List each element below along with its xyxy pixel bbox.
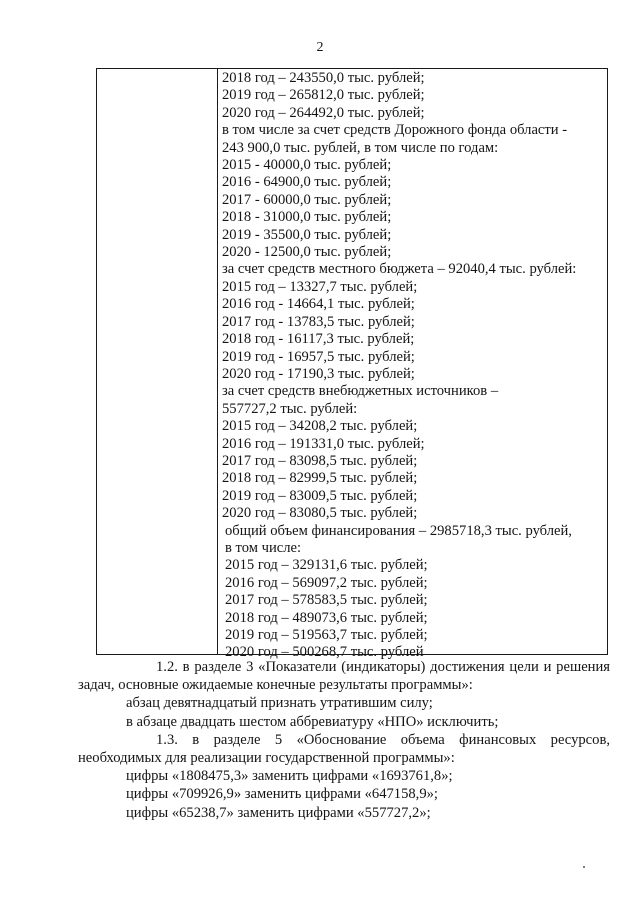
table-row: 2020 - 12500,0 тыс. рублей;: [222, 244, 392, 261]
table-row: 2017 год – 578583,5 тыс. рублей;: [225, 592, 428, 609]
table-row: 2015 - 40000,0 тыс. рублей;: [222, 157, 392, 174]
table-row: в том числе:: [225, 539, 302, 556]
table-row: общий объем финансирования – 2985718,3 тыс. рублей,: [225, 522, 572, 539]
scan-speck: [583, 866, 585, 868]
table-row: 2016 год - 14664,1 тыс. рублей;: [222, 296, 415, 313]
table-row: 2016 год – 569097,2 тыс. рублей;: [225, 574, 428, 591]
funding-cell: [222, 70, 603, 662]
table-row: 2016 - 64900,0 тыс. рублей;: [222, 174, 392, 191]
replacement-line-3: цифры «65238,7» заменить цифрами «557727,2»;: [126, 804, 431, 821]
table-row: 2017 - 60000,0 тыс. рублей;: [222, 191, 392, 208]
table-row: 2020 год – 500268,7 тыс. рублей: [225, 644, 424, 661]
table-row: 243 900,0 тыс. рублей, в том числе по годам:: [222, 139, 499, 156]
table-row: 2018 год – 243550,0 тыс. рублей;: [222, 70, 425, 86]
table-column-divider: [217, 69, 218, 654]
table-row: 2015 год – 34208,2 тыс. рублей;: [222, 418, 418, 435]
table-row: 2018 год – 489073,6 тыс. рублей;: [225, 609, 428, 626]
table-row: 2019 - 35500,0 тыс. рублей;: [222, 226, 392, 243]
funding-table: [96, 68, 608, 661]
replacement-line-1: цифры «1808475,3» заменить цифрами «1693761,8»;: [126, 768, 453, 785]
paragraph-19-repeal: абзац девятнадцатый признать утратившим силу;: [126, 695, 433, 712]
table-row: 2015 год – 329131,6 тыс. рублей;: [225, 557, 428, 574]
table-row: 2019 год – 519563,7 тыс. рублей;: [225, 627, 428, 643]
table-row: за счет средств местного бюджета – 92040,4 тыс. рублей:: [222, 261, 577, 278]
table-row: 2019 год – 265812,0 тыс. рублей;: [222, 87, 425, 104]
table-row: 2018 год - 16117,3 тыс. рублей;: [222, 331, 415, 348]
table-row: 2017 год – 83098,5 тыс. рублей;: [222, 452, 418, 469]
table-row: 2020 год – 264492,0 тыс. рублей;: [222, 104, 425, 121]
table-row: 2020 год – 83080,5 тыс. рублей;: [222, 505, 418, 522]
table-row: 2018 - 31000,0 тыс. рублей;: [222, 209, 392, 226]
paragraph-section-5-heading-cont: необходимых для реализации государственной программы»:: [78, 750, 455, 767]
table-row: 2019 год – 83009,5 тыс. рублей;: [222, 487, 418, 504]
paragraph-section-3-heading-cont: задач, основные ожидаемые конечные результаты программы»:: [78, 677, 473, 694]
paragraph-26-abbreviation: в абзаце двадцать шестом аббревиатуру «НПО» исключить;: [126, 713, 499, 730]
page-number: 2: [316, 40, 324, 55]
amendment-text: [78, 658, 610, 822]
paragraph-section-3-heading: 1.2. в разделе 3 «Показатели (индикаторы) достижения цели и решения: [156, 659, 610, 675]
table-row: 2019 год - 16957,5 тыс. рублей;: [222, 348, 415, 365]
table-row: 2017 год - 13783,5 тыс. рублей;: [222, 313, 415, 330]
table-row: 2018 год – 82999,5 тыс. рублей;: [222, 470, 418, 487]
replacement-line-2: цифры «709926,9» заменить цифрами «647158,9»;: [126, 786, 438, 803]
table-row: 557727,2 тыс. рублей:: [222, 400, 358, 417]
table-row: 2020 год - 17190,3 тыс. рублей;: [222, 365, 415, 382]
table-row: за счет средств внебюджетных источников –: [222, 383, 499, 400]
table-row: 2016 год – 191331,0 тыс. рублей;: [222, 435, 425, 452]
paragraph-section-5-heading: 1.3. в разделе 5 «Обоснование объема финансовых ресурсов,: [156, 731, 610, 748]
table-row: 2015 год – 13327,7 тыс. рублей;: [222, 278, 418, 295]
table-row: в том числе за счет средств Дорожного фонда области -: [222, 122, 568, 139]
